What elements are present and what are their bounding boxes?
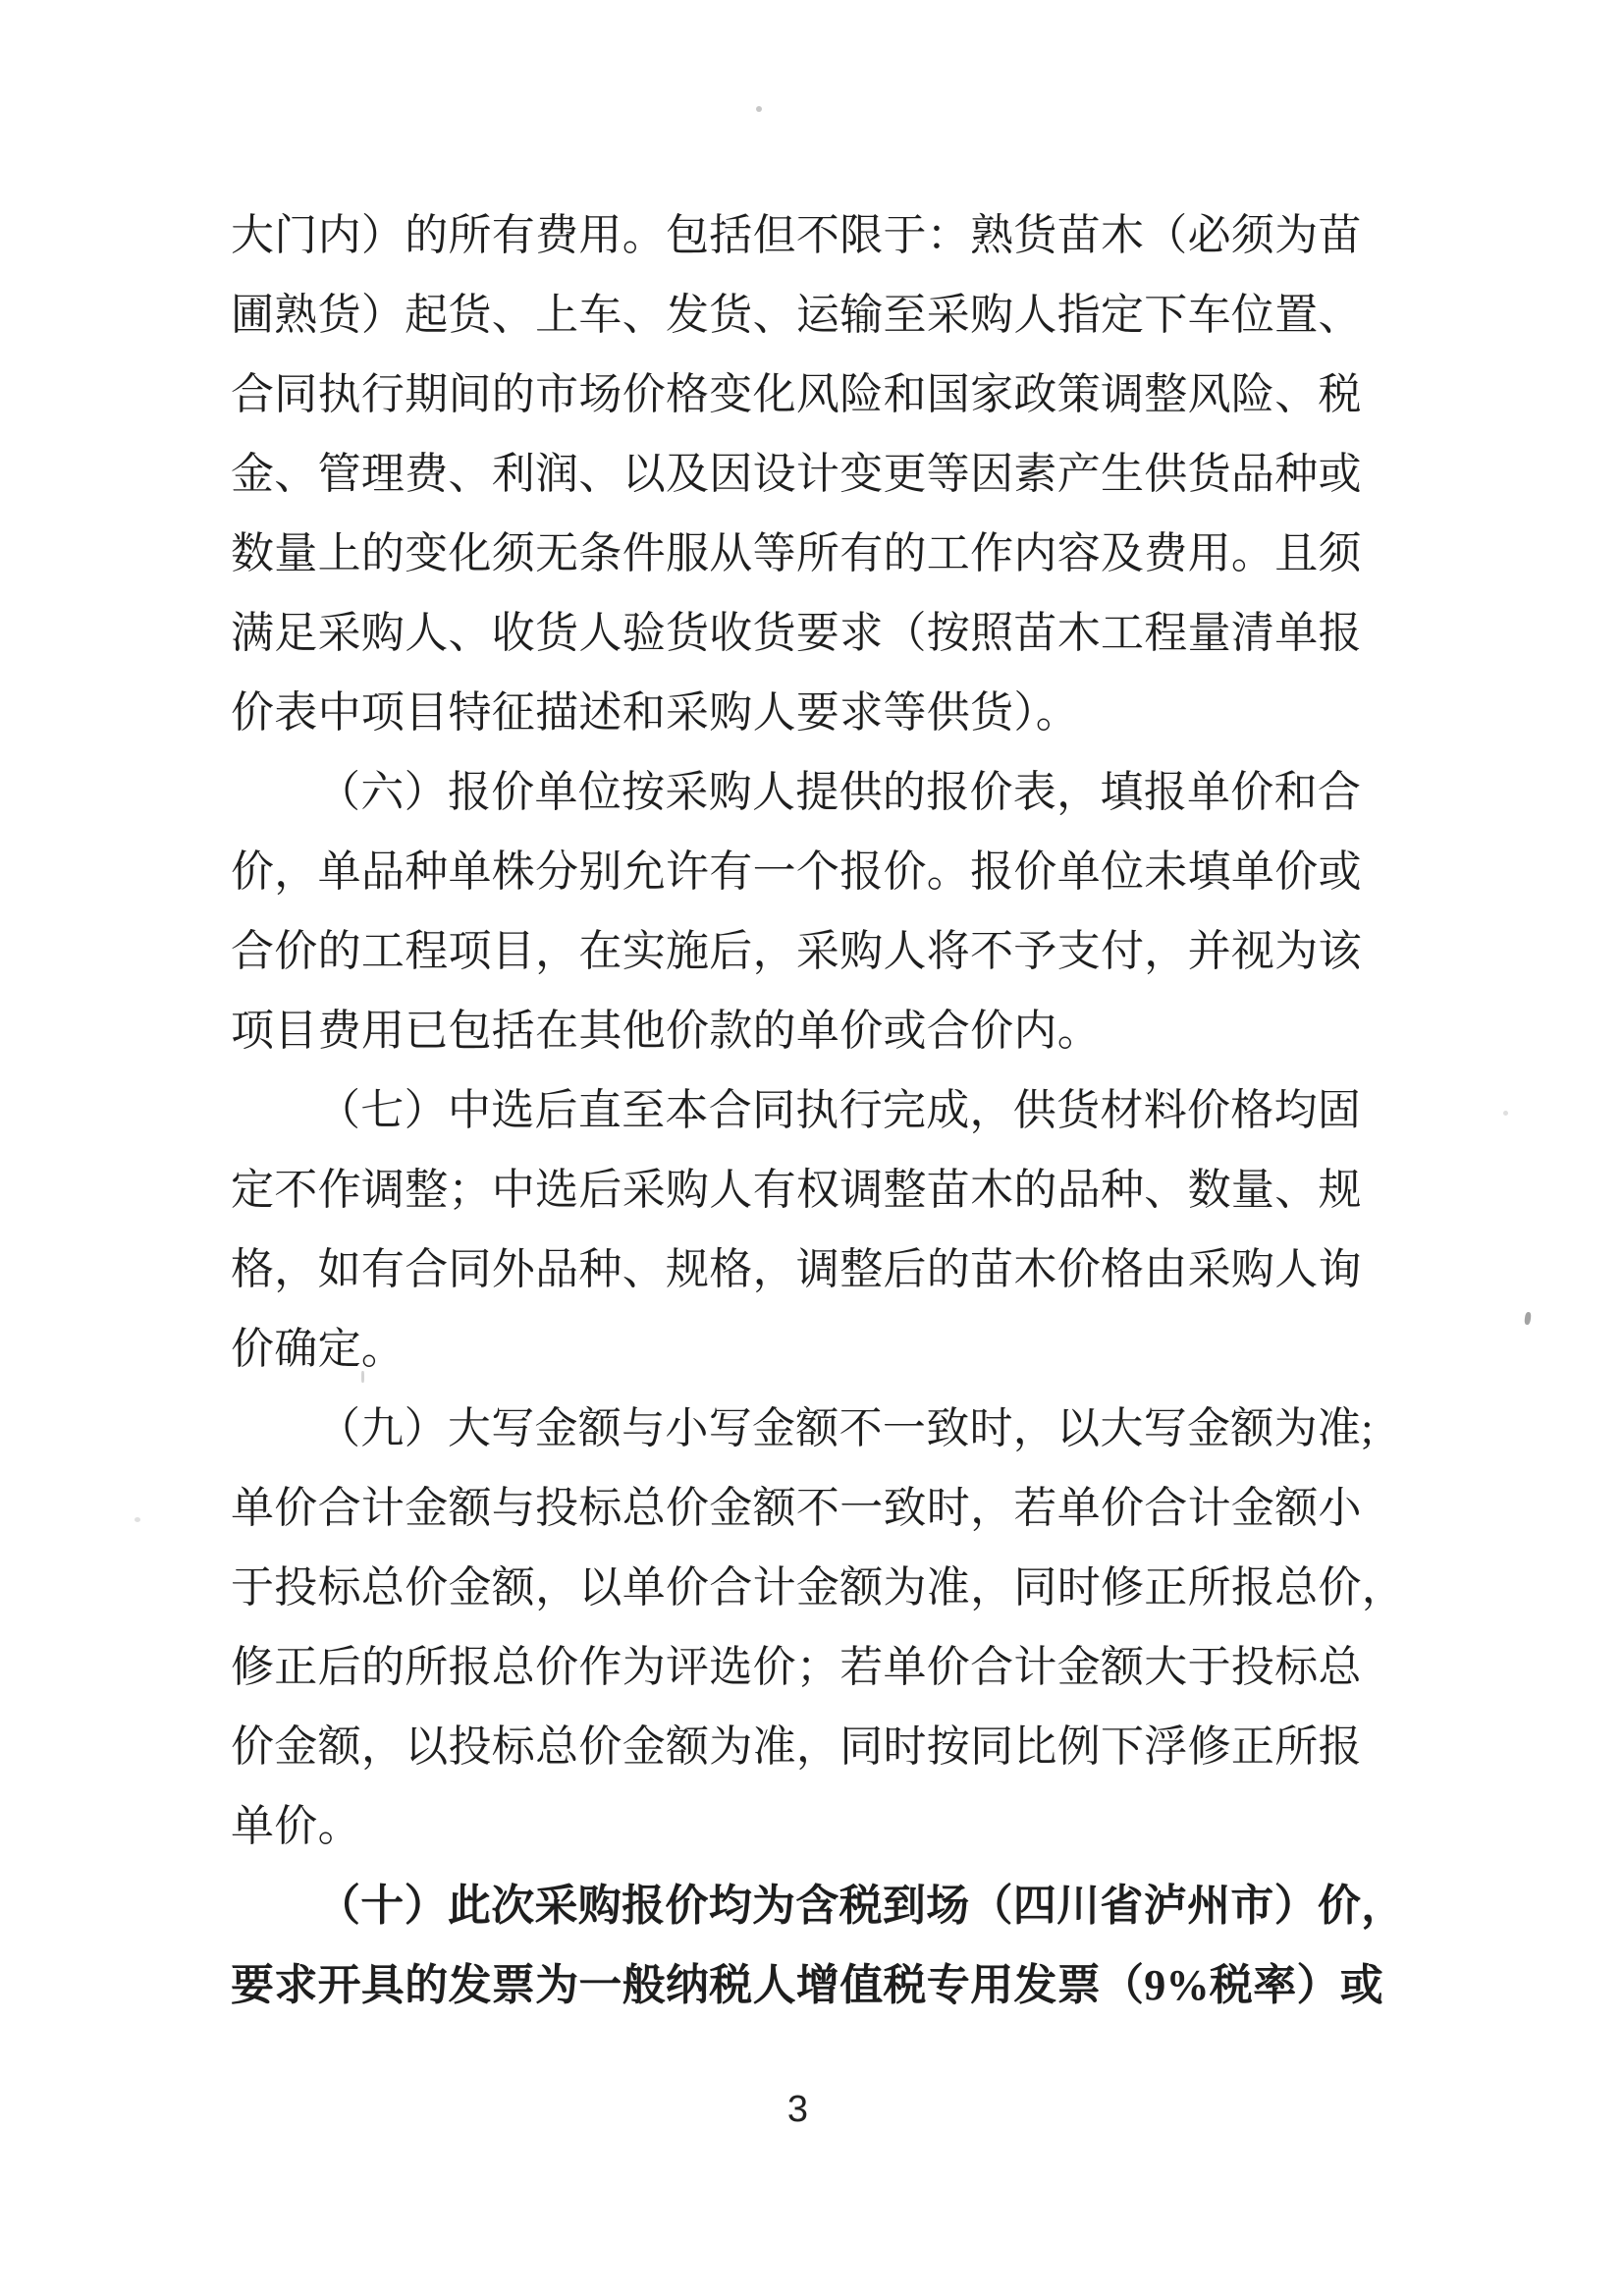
text-line: 价金额，以投标总价金额为准，同时按同比例下浮修正所报 <box>231 1722 1362 1771</box>
text-line: 大门内）的所有费用。包括但不限于：熟货苗木（必须为苗 <box>231 211 1362 259</box>
text-line: 金、管理费、利润、以及因设计变更等因素产生供货品种或 <box>231 450 1362 498</box>
text-line: 价，单品种单株分别允许有一个报价。报价单位未填单价或 <box>231 847 1362 896</box>
text-line-paragraph-7-start: （七）中选后直至本合同执行完成，供货材料价格均固 <box>317 1086 1362 1134</box>
scan-speck <box>135 1517 140 1522</box>
text-line: 合同执行期间的市场价格变化风险和国家政策调整风险、税 <box>231 370 1362 418</box>
text-line-paragraph-10-start: （十）此次采购报价均为含税到场（四川省泸州市）价， <box>317 1882 1405 1930</box>
text-line: 格，如有合同外品种、规格，调整后的苗木价格由采购人询 <box>231 1245 1362 1293</box>
text-line-paragraph-6-start: （六）报价单位按采购人提供的报价表，填报单价和合 <box>317 768 1362 816</box>
document-body <box>231 195 1406 2025</box>
text-line: 定不作调整；中选后采购人有权调整苗木的品种、数量、规 <box>231 1166 1362 1214</box>
text-line: 于投标总价金额，以单价合计金额为准，同时修正所报总价， <box>231 1563 1406 1612</box>
text-line: 合价的工程项目，在实施后，采购人将不予支付，并视为该 <box>231 927 1362 975</box>
text-line: 修正后的所报总价作为评选价；若单价合计金额大于投标总 <box>231 1643 1362 1691</box>
scan-speck <box>1503 1111 1508 1116</box>
text-line: 价表中项目特征描述和采购人要求等供货）。 <box>231 688 1079 737</box>
scan-speck <box>756 106 762 112</box>
scan-speck <box>1524 1312 1532 1326</box>
text-line: 满足采购人、收货人验货收货要求（按照苗木工程量清单报 <box>231 609 1362 657</box>
text-line: 价确定。 <box>231 1325 406 1373</box>
page-number: 3 <box>786 2089 809 2130</box>
text-line: 要求开具的发票为一般纳税人增值税专用发票（9%税率）或 <box>231 1961 1384 2009</box>
text-line: 项目费用已包括在其他价款的单价或合价内。 <box>231 1007 1101 1055</box>
text-line-paragraph-9-start: （九）大写金额与小写金额不一致时，以大写金额为准; <box>317 1404 1374 1452</box>
text-line: 数量上的变化须无条件服从等所有的工作内容及费用。且须 <box>231 529 1362 577</box>
text-line: 圃熟货）起货、上车、发货、运输至采购人指定下车位置、 <box>231 291 1362 339</box>
text-line: 单价。 <box>231 1802 361 1850</box>
text-line: 单价合计金额与投标总价金额不一致时，若单价合计金额小 <box>231 1484 1362 1532</box>
